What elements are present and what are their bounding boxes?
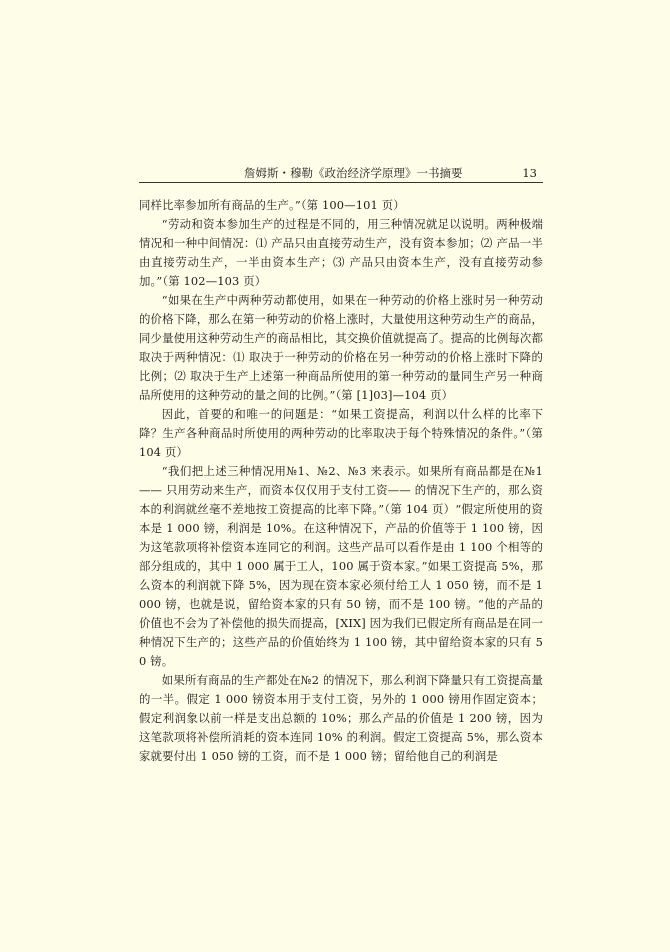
paragraph: “如果在生产中两种劳动都使用，如果在一种劳动的价格上涨时另一种劳动的价格下降，那么在第一种劳动的价格上涨时，大量使用这种劳动生产的商品，同少量使用这种劳动生产的商品相比，其交换价值就提高了。提高的比例每次都取决于两种情况：⑴ 取决于一种劳动的价格在另一种劳动的价格上涨时下降的比例；⑵ 取决于生产上述第一种商品所使用的第一种劳动的量同生产另一种商品所使用的这种劳动的量之间的比例。”（第 [1]03]—104 页） — [139, 293, 543, 402]
paragraph: “劳动和资本参加生产的过程是不同的，用三种情况就足以说明。两种极端情况和一种中间情况：⑴ 产品只由直接劳动生产，没有资本参加；⑵ 产品一半由直接劳动生产，一半由资本生产；⑶ 产品只由资本生产，没有直接劳动参加。”（第 102—103 页） — [139, 217, 543, 288]
paragraph: 同样比率参加所有商品的生产。”（第 100—101 页） — [139, 198, 405, 212]
paragraph: 如果所有商品的生产都处在№2 的情况下，那么利润下降量只有工资提高量的一半。假定 1 000 镑资本用于支付工资，另外的 1 000 镑用作固定资本；假定利润象以前一样是支出总额的 10%；那么产品的价值是 1 200 镑，因为这笔款项将补偿所消耗的资本连同 10% 的利润。假定工资提高 5%，那么资本家就要付出 1 050 镑的工资，而不是 1 000 镑；留给他自己的利润是 — [139, 673, 543, 763]
running-header-title: 詹姆斯・穆勒《政治经济学原理》一书摘要 — [244, 166, 463, 180]
running-header — [139, 166, 543, 183]
page-number: 13 — [522, 166, 537, 180]
paragraph: 因此，首要的和唯一的问题是：“如果工资提高，利润以什么样的比率下降？生产各种商品时所使用的两种劳动的比率取决于每个特殊情况的条件。”（第 104 页） — [139, 407, 543, 459]
paragraph: “我们把上述三种情况用№1、№2、№3 来表示。如果所有商品都是在№1—— 只用劳动来生产，而资本仅仅用于支付工资—— 的情况下生产的，那么资本的利润就丝毫不差地按工资提高的比率下降。”（第 104 页）“假定所使用的资本是 1 000 镑，利润是 10%。在这种情况下，产品的价值等于 1 100 镑，因为这笔款项将补偿资本连同它的利润。这些产品可以看作是由 1 100 个相等的部分组成的，其中 1 000 属于工人，100 属于资本家。”如果工资提高 5%，那么资本的利润就下降 5%，因为现在资本家必须付给工人 1 050 镑，而不是 1 000 镑，也就是说，留给资本家的只有 50 镑，而不是 100 镑。“他的产品的价值也不会为了补偿他的损失而提高，[XIX] 因为我们已假定所有商品是在同一种情况下生产的；这些产品的价值始终为 1 100 镑，其中留给资本家的只有 50 镑。 — [139, 464, 543, 668]
body-text — [139, 196, 543, 766]
